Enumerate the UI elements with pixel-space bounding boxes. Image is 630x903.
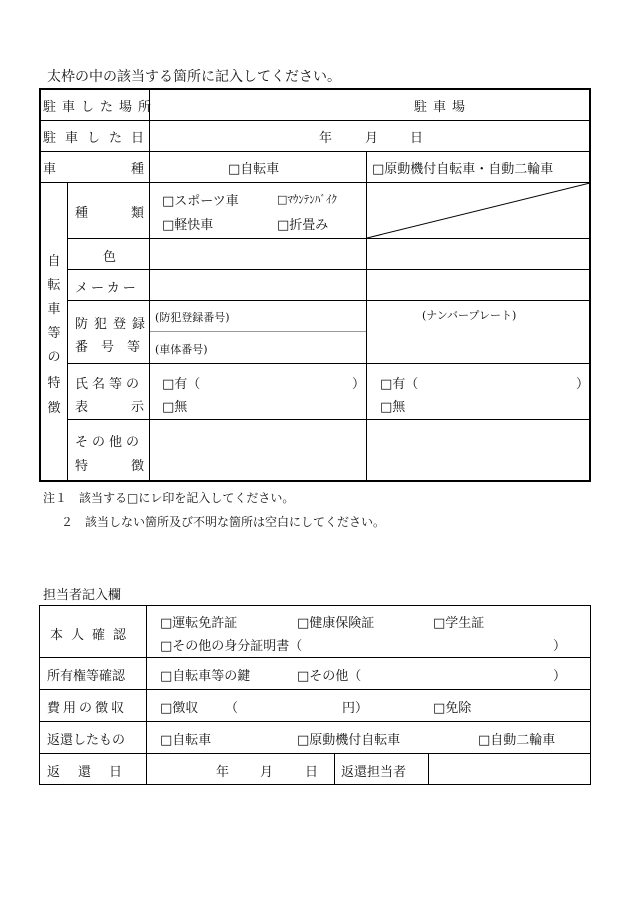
label-identity: 本人確認 bbox=[50, 628, 135, 643]
features-label-3: 車 bbox=[47, 302, 61, 317]
fee-exempt[interactable]: □免除 bbox=[433, 701, 472, 716]
col-divider bbox=[149, 88, 150, 482]
label-return-staff: 返還担当者 bbox=[341, 765, 407, 780]
label-color: 色 bbox=[103, 250, 117, 265]
row-divider bbox=[39, 120, 591, 121]
col-divider bbox=[334, 753, 335, 785]
option-bicycle[interactable]: □自転車 bbox=[228, 162, 280, 177]
type-sports[interactable]: □スポーツ車 bbox=[162, 194, 239, 209]
features-label-4: 等 bbox=[47, 326, 61, 341]
col-divider bbox=[428, 753, 429, 785]
type-mtb[interactable]: □ﾏｳﾝﾃﾝﾊﾞｲｸ bbox=[277, 193, 337, 206]
label-date: 駐車した日 bbox=[43, 131, 154, 146]
row-divider bbox=[39, 657, 591, 658]
note-2: ２ 該当しない箇所及び不明な箇所は空白にしてください。 bbox=[61, 515, 386, 529]
date-month: 月 bbox=[365, 131, 379, 146]
place-value: 駐車場 bbox=[414, 100, 472, 115]
label-vehicle-b: 種 bbox=[131, 162, 145, 177]
col-divider bbox=[67, 182, 68, 482]
name-none-left[interactable]: □無 bbox=[162, 400, 188, 415]
own-key[interactable]: □自転車等の鍵 bbox=[160, 669, 251, 684]
label-returned: 返還したもの bbox=[47, 733, 126, 748]
label-name-2a: 表 bbox=[75, 400, 89, 415]
row-divider bbox=[67, 269, 591, 270]
row-divider bbox=[67, 300, 591, 301]
label-other-2b: 徴 bbox=[131, 459, 145, 474]
name-has-left[interactable]: □有（ bbox=[162, 377, 201, 392]
features-label-2: 転 bbox=[47, 278, 61, 293]
diagonal-strike bbox=[367, 183, 590, 238]
id-student[interactable]: □学生証 bbox=[433, 616, 485, 631]
label-type-a: 種 bbox=[75, 206, 89, 221]
label-vehicle-a: 車 bbox=[43, 162, 57, 177]
label-place: 駐車した場所 bbox=[43, 100, 158, 115]
name-has-right[interactable]: □有（ bbox=[380, 377, 419, 392]
label-name-1: 氏名等の bbox=[75, 377, 144, 392]
rd-year: 年 bbox=[216, 765, 230, 780]
features-label-6: 特 bbox=[47, 376, 61, 391]
label-other-2a: 特 bbox=[75, 459, 89, 474]
rd-day: 日 bbox=[305, 765, 319, 780]
staff-section-title: 担当者記入欄 bbox=[43, 588, 122, 603]
label-fee: 費用の徴収 bbox=[47, 701, 128, 716]
ret-motor[interactable]: □原動機付自転車 bbox=[297, 733, 401, 748]
date-year: 年 bbox=[319, 131, 333, 146]
label-reg-1: 防犯登録 bbox=[75, 317, 152, 332]
rd-month: 月 bbox=[260, 765, 274, 780]
id-license[interactable]: □運転免許証 bbox=[160, 616, 238, 631]
label-other-1: その他の bbox=[75, 435, 144, 450]
fee-yen: 円） bbox=[342, 701, 369, 716]
name-close-right: ） bbox=[576, 377, 590, 392]
row-divider bbox=[39, 721, 591, 722]
type-light[interactable]: □軽快車 bbox=[162, 218, 214, 233]
row-divider bbox=[67, 238, 591, 239]
own-other-close: ） bbox=[553, 669, 567, 684]
id-other[interactable]: □その他の身分証明書（ bbox=[160, 639, 303, 654]
instruction-heading: 太枠の中の該当する箇所に記入してください。 bbox=[47, 69, 341, 85]
id-insurance[interactable]: □健康保険証 bbox=[297, 616, 375, 631]
row-divider bbox=[39, 689, 591, 690]
reg-body-number: (車体番号) bbox=[155, 343, 208, 356]
col-divider bbox=[146, 605, 147, 785]
option-motor[interactable]: □原動機付自転車・自動二輪車 bbox=[372, 162, 554, 177]
features-label-5: の bbox=[47, 350, 61, 365]
date-day: 日 bbox=[410, 131, 424, 146]
label-name-2b: 示 bbox=[131, 400, 145, 415]
row-divider bbox=[67, 363, 591, 364]
fee-open: （ bbox=[225, 701, 239, 716]
label-type-b: 類 bbox=[131, 206, 145, 221]
name-close-left: ） bbox=[352, 377, 366, 392]
note-1: 注１ 該当する□にレ印を記入してください。 bbox=[43, 491, 295, 505]
label-ownership: 所有権等確認 bbox=[47, 669, 126, 684]
row-divider bbox=[67, 419, 591, 420]
row-divider bbox=[39, 151, 591, 152]
reg-subdivider bbox=[150, 331, 367, 332]
reg-crime-number: (防犯登録番号) bbox=[155, 311, 230, 324]
ret-bicycle[interactable]: □自転車 bbox=[160, 733, 212, 748]
label-return-date: 返還日 bbox=[47, 765, 141, 780]
id-other-close: ） bbox=[553, 639, 567, 654]
features-label-1: 自 bbox=[47, 254, 61, 269]
row-divider bbox=[39, 753, 591, 754]
label-maker: メーカー bbox=[75, 281, 139, 296]
label-reg-2: 番号等 bbox=[75, 340, 154, 355]
plate-number: (ナンバープレート) bbox=[422, 309, 517, 322]
type-fold[interactable]: □折畳み bbox=[277, 218, 329, 233]
name-none-right[interactable]: □無 bbox=[380, 400, 406, 415]
own-other[interactable]: □その他（ bbox=[297, 669, 362, 684]
features-label-7: 徴 bbox=[47, 401, 61, 416]
ret-twowheel[interactable]: □自動二輪車 bbox=[478, 733, 556, 748]
fee-collect[interactable]: □徴収 bbox=[160, 701, 199, 716]
